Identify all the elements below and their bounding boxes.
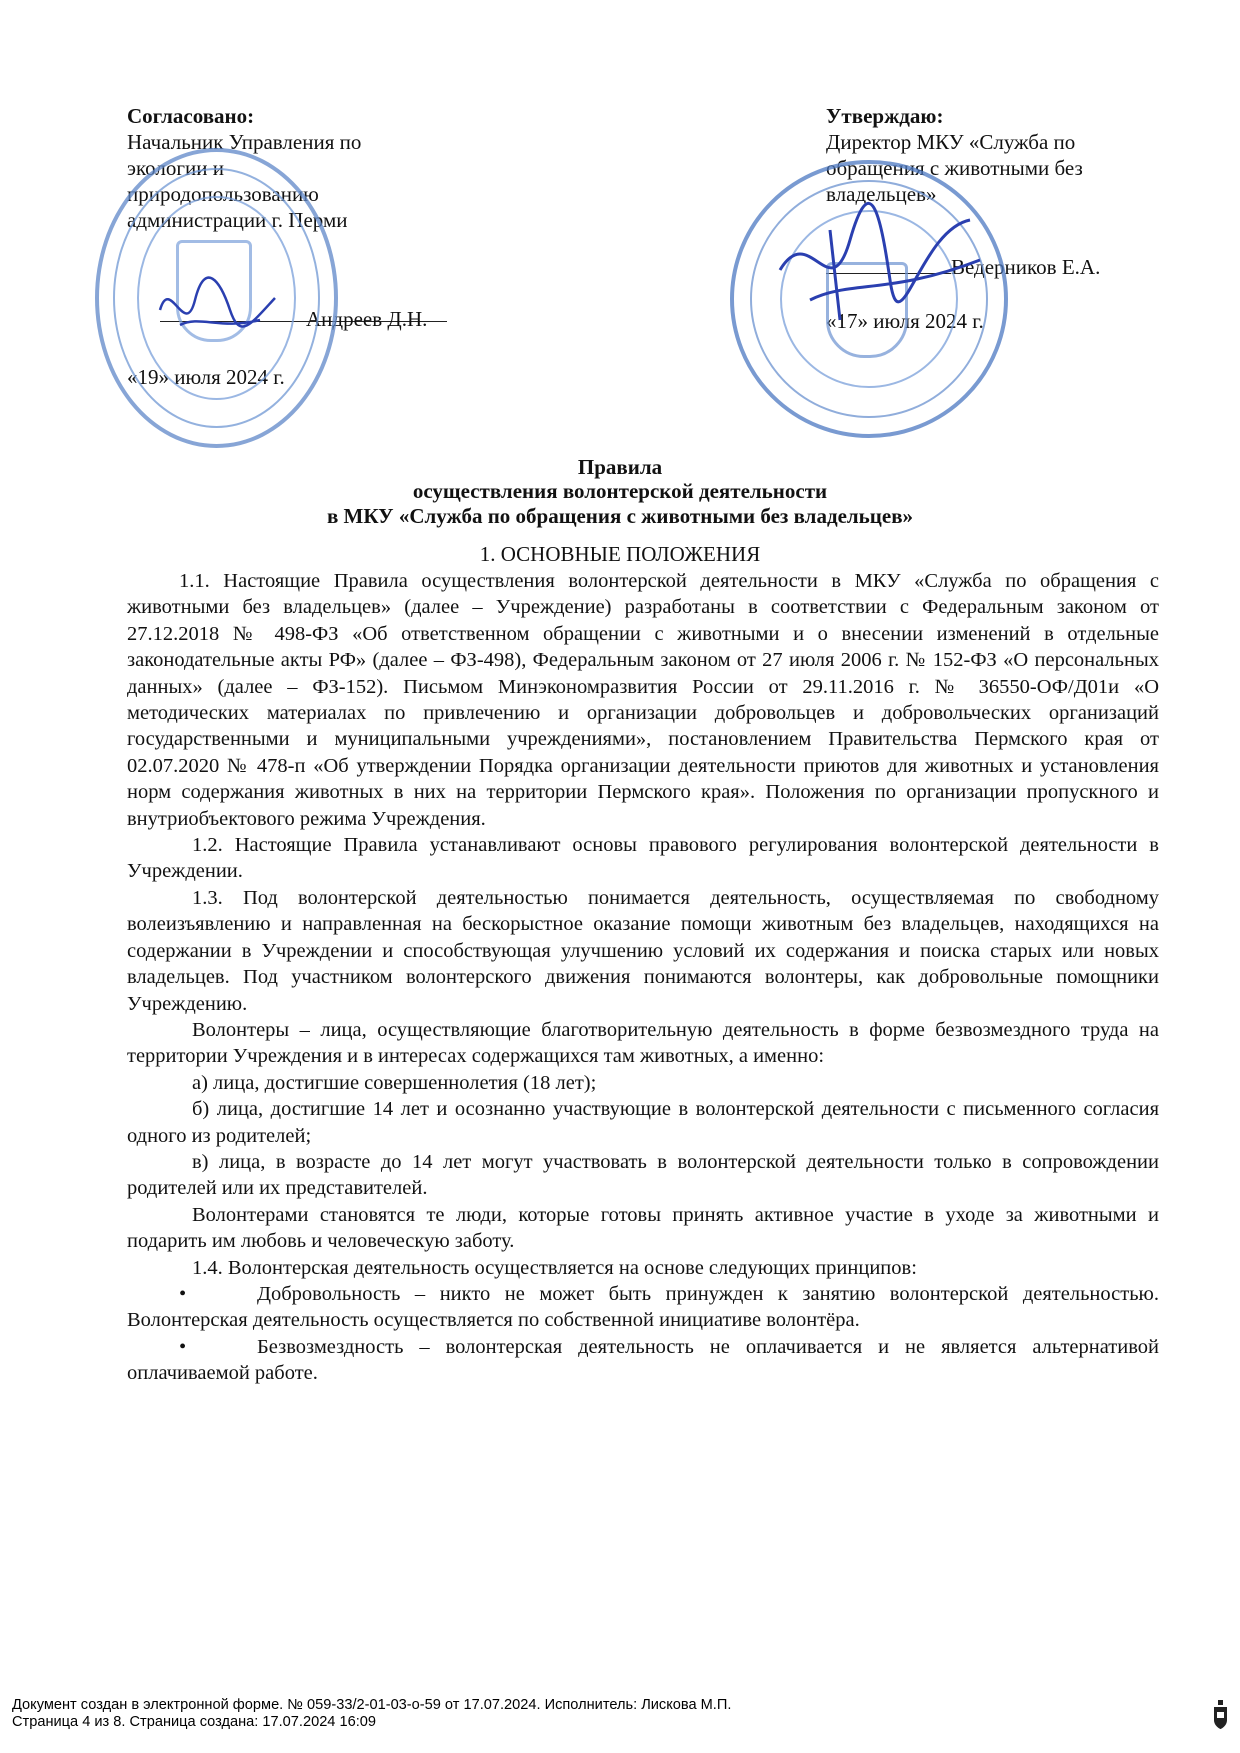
electronic-document-footer <box>12 1697 1162 1731</box>
bullet-item <box>127 1281 1159 1334</box>
approval-left-name: Андреев Д.Н. <box>306 307 428 331</box>
approval-left-line: экологии и <box>127 156 224 180</box>
coat-of-arms-icon <box>1213 1700 1228 1730</box>
approval-right-heading: Утверждаю: <box>826 104 944 128</box>
approval-right-line: Директор МКУ «Служба по <box>826 130 1076 154</box>
list-item-a: а) лица, достигшие совершеннолетия (18 лет); <box>192 1071 597 1094</box>
paragraph-become: Волонтерами становятся те люди, которые готовы принять активное участие в уходе за животными и подарить им любовь и человеческую заботу. <box>127 1203 1159 1253</box>
document-subtitle: осуществления волонтерской деятельности <box>412 479 828 503</box>
approval-right-line: обращения с животными без <box>826 156 1083 180</box>
paragraph-1-3: 1.3. Под волонтерской деятельностью понимается деятельность, осуществляемая по свободному волеизъявлению и направленная на бескорыстное оказание помощи животным без владельцев, находящихся на содержании в Учреждении и способствующая улучшению условий их содержания и поиска старых или новых владельцев. Под участником волонтерского движения понимаются волонтеры, как добровольные помощники Учреждению. <box>127 886 1159 1015</box>
bullet-text: Безвозмездность – волонтерская деятельность не оплачивается и не является альтернативой оплачиваемой работе. <box>127 1335 1159 1385</box>
list-item-b: б) лица, достигшие 14 лет и осознанно участвующие в волонтерской деятельности с письменного согласия одного из родителей; <box>127 1098 1159 1147</box>
bullet-icon: • <box>179 1335 187 1358</box>
bullet-text: Добровольность – никто не может быть принужден к занятию волонтерской деятельностью. Волонтерская деятельность осуществляется по собственной инициативе волонтёра. <box>127 1282 1159 1332</box>
document-body <box>127 568 1159 1387</box>
bullet-icon: • <box>179 1282 187 1305</box>
approval-left-line: Начальник Управления по <box>127 130 362 154</box>
approval-right-line: владельцев» <box>826 182 937 206</box>
document-subtitle-org: в МКУ «Служба по обращения с животными без владельцев» <box>326 504 914 528</box>
paragraph-volunteers: Волонтеры – лица, осуществляющие благотворительную деятельность в форме безвозмездного труда на территории Учреждения и в интересах содержащихся там животных, а именно: <box>127 1018 1159 1068</box>
footer-line-1: Документ создан в электронной форме. № 059-33/2-01-03-о-59 от 17.07.2024. Исполнитель: Лискова М.П. <box>12 1697 732 1713</box>
seal-right-emblem-icon <box>826 262 908 358</box>
approval-left-heading: Согласовано: <box>127 104 255 128</box>
footer-line-2: Страница 4 из 8. Страница создана: 17.07.2024 16:09 <box>12 1714 377 1730</box>
section-heading: 1. ОСНОВНЫЕ ПОЛОЖЕНИЯ <box>479 542 761 566</box>
approval-right-name-text: Ведерников Е.А. <box>951 255 1101 279</box>
approval-right-date: «17» июля 2024 г. <box>826 309 984 333</box>
bullet-item <box>127 1334 1159 1387</box>
seal-left-emblem-icon <box>176 240 252 342</box>
list-item-c: в) лица, в возрасте до 14 лет могут участвовать в волонтерской деятельности только в сопровождении родителей или их представителей. <box>127 1150 1159 1200</box>
paragraph-1-2: 1.2. Настоящие Правила устанавливают основы правового регулирования волонтерской деятельности в Учреждении. <box>127 834 1159 883</box>
paragraph-1-1: 1.1. Настоящие Правила осуществления волонтерской деятельности в МКУ «Служба по обращения с животными без владельцев» (далее – Учреждение) разработаны в соответствии с Федеральным законом от 27.12.2018 № 498-ФЗ «Об ответственном обращении с животными и о внесении изменений в отдельные законодательные акты РФ» (далее – ФЗ-498), Федеральным законом от 27 июля 2006 г. № 152-ФЗ «О персональных данных» (далее – ФЗ-152). Письмом Минэкономразвития России от 29.11.2016 г. № 36550-ОФ/Д01и «О методических материалах по привлечению и организации добровольцев и добровольческих организаций государственными и муниципальными учреждениями», постановлением Правительства Пермского края от 02.07.2020 № 478-п «Об утверждении Порядка организации деятельности приютов для животных и установления норм содержания животных в них на территории Пермского края». Положения по организации пропускного и внутриобъектового режима Учреждения. <box>127 570 1159 830</box>
approval-left-line: природопользованию <box>127 182 319 206</box>
paragraph-1-4: 1.4. Волонтерская деятельность осуществляется на основе следующих принципов: <box>192 1256 917 1279</box>
document-title: Правила <box>577 455 663 479</box>
approval-left-line: администрации г. Перми <box>127 208 348 232</box>
approval-left-date: «19» июля 2024 г. <box>127 365 285 389</box>
